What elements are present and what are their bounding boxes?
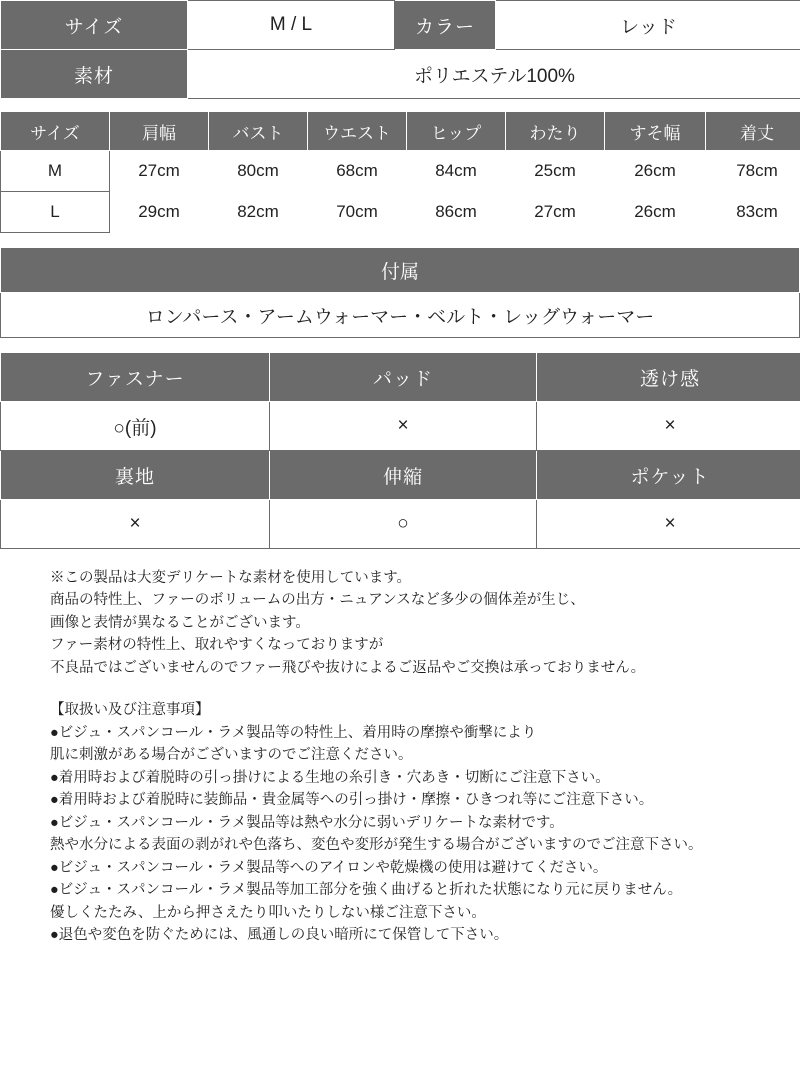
spec-value-material: ポリエステル100% bbox=[188, 50, 800, 99]
meas-header-hip: ヒップ bbox=[407, 112, 506, 151]
meas-row-l-hem: 26cm bbox=[605, 192, 706, 233]
meas-header-bust: バスト bbox=[209, 112, 308, 151]
meas-header-thigh: わたり bbox=[506, 112, 605, 151]
spec-label-size: サイズ bbox=[1, 1, 188, 50]
note-line: 優しくたたみ、上から押さえたり叩いたりしない様ご注意下さい。 bbox=[50, 904, 486, 921]
note-line: ●ビジュ・スパンコール・ラメ製品等へのアイロンや乾燥機の使用は避けてください。 bbox=[50, 859, 608, 876]
note-line: ●退色や変色を防ぐためには、風通しの良い暗所にて保管して下さい。 bbox=[50, 927, 509, 944]
meas-row-m-hip: 84cm bbox=[407, 151, 506, 192]
note-line: ●ビジュ・スパンコール・ラメ製品等の特性上、着用時の摩擦や衝撃により bbox=[50, 724, 537, 741]
meas-header-size: サイズ bbox=[1, 112, 110, 151]
spec-table bbox=[0, 0, 800, 99]
note-line: ●ビジュ・スパンコール・ラメ製品等は熱や水分に弱いデリケートな素材です。 bbox=[50, 814, 564, 831]
table-header-row bbox=[1, 353, 800, 402]
feature-header-stretch: 伸縮 bbox=[270, 451, 537, 500]
feature-value-pad: × bbox=[270, 402, 537, 451]
meas-row-l-hip: 86cm bbox=[407, 192, 506, 233]
note-line: 【取扱い及び注意事項】 bbox=[50, 702, 210, 719]
table-row bbox=[1, 293, 800, 338]
table-row bbox=[1, 151, 800, 192]
feature-header-pocket: ポケット bbox=[537, 451, 800, 500]
meas-row-l-thigh: 27cm bbox=[506, 192, 605, 233]
meas-row-m-size: M bbox=[1, 151, 110, 192]
feature-value-sheerness: × bbox=[537, 402, 800, 451]
meas-row-l-bust: 82cm bbox=[209, 192, 308, 233]
meas-header-waist: ウエスト bbox=[308, 112, 407, 151]
spec-label-material: 素材 bbox=[1, 50, 188, 99]
features-table bbox=[0, 352, 800, 549]
meas-header-length: 着丈 bbox=[706, 112, 800, 151]
note-line: 不良品ではございませんのでファー飛びや抜けによるご返品やご交換は承っておりません。 bbox=[50, 659, 646, 676]
meas-row-m-waist: 68cm bbox=[308, 151, 407, 192]
feature-value-lining: × bbox=[1, 500, 270, 549]
note-line: ●着用時および着脱時の引っ掛けによる生地の糸引き・穴あき・切断にご注意下さい。 bbox=[50, 769, 610, 786]
note-line: 熱や水分による表面の剥がれや色落ち、変色や変形が発生する場合がございますのでご注意下さい。 bbox=[50, 837, 703, 854]
feature-value-zipper: ○(前) bbox=[1, 402, 270, 451]
divider-spacer bbox=[0, 233, 800, 247]
feature-header-sheerness: 透け感 bbox=[537, 353, 800, 402]
feature-header-pad: パッド bbox=[270, 353, 537, 402]
meas-header-shoulder: 肩幅 bbox=[110, 112, 209, 151]
table-header-row bbox=[1, 451, 800, 500]
feature-value-pocket: × bbox=[537, 500, 800, 549]
note-line: ●着用時および着脱時に装飾品・貴金属等への引っ掛け・摩擦・ひきつれ等にご注意下さい。 bbox=[50, 792, 654, 809]
meas-row-l-length: 83cm bbox=[706, 192, 800, 233]
meas-row-m-shoulder: 27cm bbox=[110, 151, 209, 192]
notes-section bbox=[0, 549, 800, 947]
spec-value-size: M / L bbox=[188, 1, 395, 50]
note-line: ファー素材の特性上、取れやすくなっておりますが bbox=[50, 637, 384, 654]
accessory-title: 付属 bbox=[1, 248, 800, 293]
spec-label-color: カラー bbox=[395, 1, 496, 50]
note-line: ●ビジュ・スパンコール・ラメ製品等加工部分を強く曲げると折れた状態になり元に戻りません。 bbox=[50, 882, 683, 899]
note-line: 画像と表情が異なることがございます。 bbox=[50, 614, 310, 631]
meas-row-m-bust: 80cm bbox=[209, 151, 308, 192]
meas-row-l-waist: 70cm bbox=[308, 192, 407, 233]
table-row bbox=[1, 192, 800, 233]
note-line: ※この製品は大変デリケートな素材を使用しています。 bbox=[50, 570, 412, 586]
table-row bbox=[1, 402, 800, 451]
feature-header-lining: 裏地 bbox=[1, 451, 270, 500]
meas-row-m-length: 78cm bbox=[706, 151, 800, 192]
feature-value-stretch: ○ bbox=[270, 500, 537, 549]
table-row bbox=[1, 500, 800, 549]
divider-spacer bbox=[0, 99, 800, 111]
meas-row-l-size: L bbox=[1, 192, 110, 233]
note-line: 肌に刺激がある場合がございますのでご注意ください。 bbox=[50, 747, 413, 764]
feature-header-zipper: ファスナー bbox=[1, 353, 270, 402]
notes-block-handling bbox=[50, 699, 800, 946]
meas-row-m-thigh: 25cm bbox=[506, 151, 605, 192]
table-row bbox=[1, 50, 800, 99]
divider-spacer bbox=[0, 338, 800, 352]
meas-row-l-shoulder: 29cm bbox=[110, 192, 209, 233]
accessory-table bbox=[0, 247, 800, 338]
spec-value-color: レッド bbox=[496, 1, 800, 50]
note-line: 商品の特性上、ファーのボリュームの出方・ニュアンスなど多少の個体差が生じ、 bbox=[50, 592, 585, 609]
table-row bbox=[1, 1, 800, 50]
table-header-row bbox=[1, 112, 800, 151]
table-row bbox=[1, 248, 800, 293]
measurement-table bbox=[0, 111, 800, 233]
meas-row-m-hem: 26cm bbox=[605, 151, 706, 192]
accessory-value: ロンパース・アームウォーマー・ベルト・レッグウォーマー bbox=[1, 293, 800, 338]
meas-header-hem: すそ幅 bbox=[605, 112, 706, 151]
notes-block-material bbox=[50, 567, 800, 679]
